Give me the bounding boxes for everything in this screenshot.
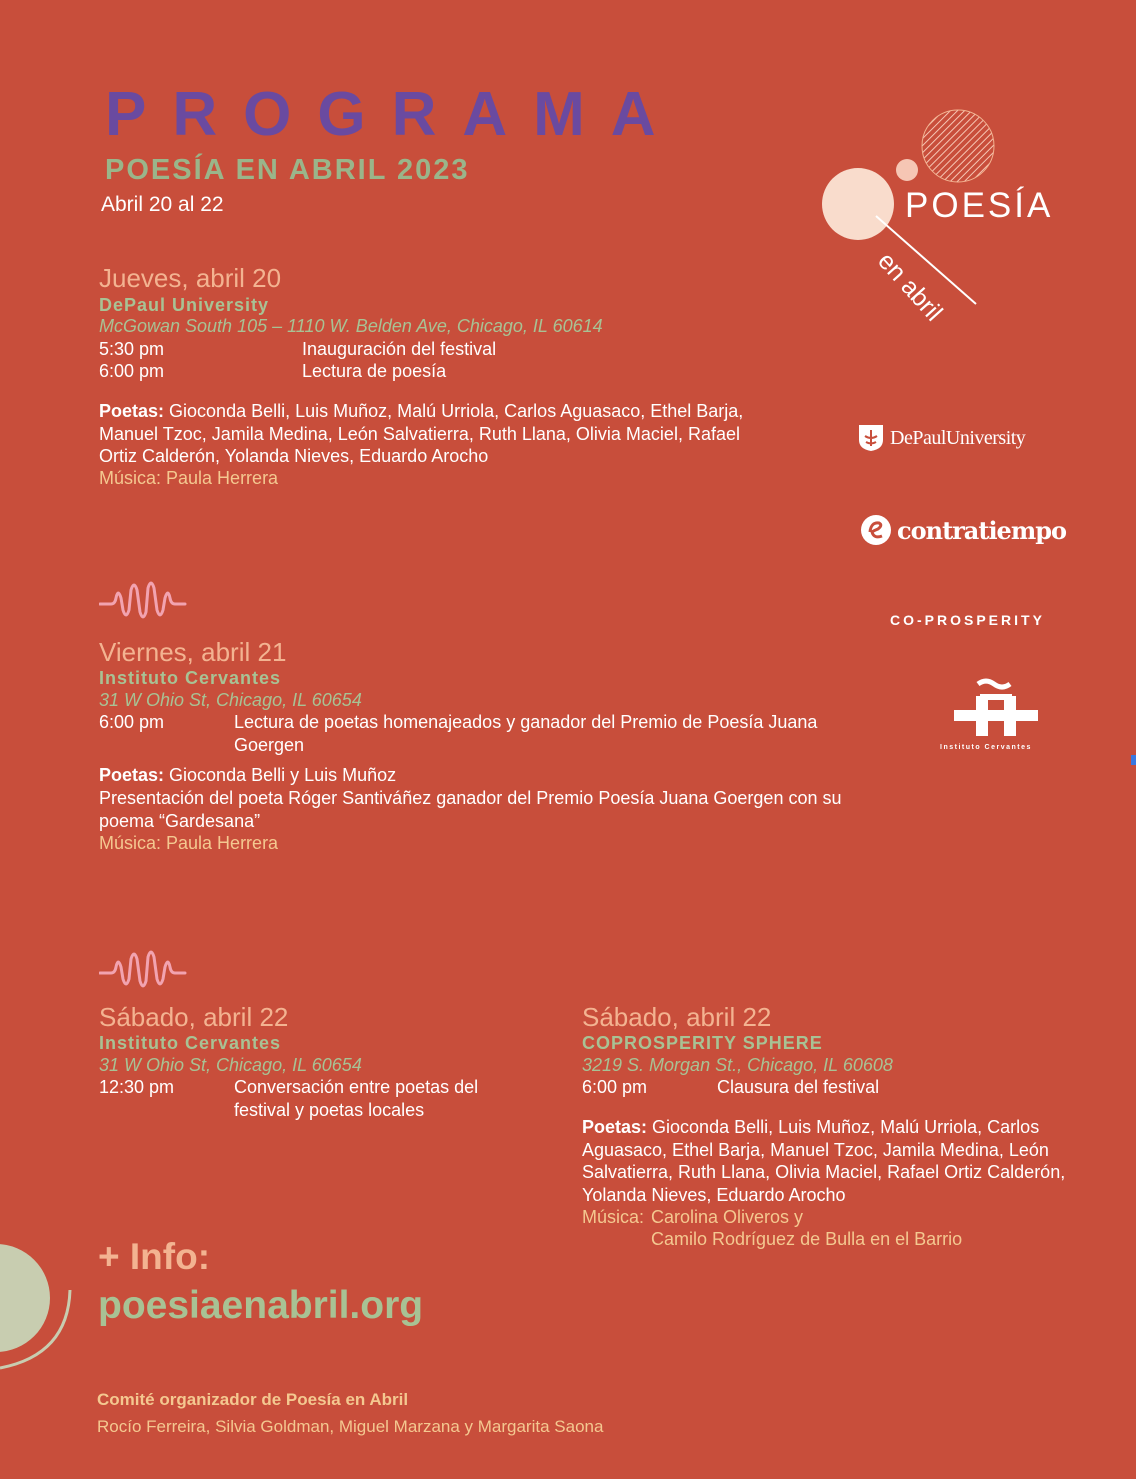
schedule-row — [99, 360, 839, 383]
poets-label: Poetas: — [582, 1117, 648, 1137]
event-address: 31 W Ohio St, Chicago, IL 60654 — [99, 1055, 362, 1075]
page-marker — [1131, 755, 1136, 765]
logo-word: POESÍA — [905, 186, 1054, 225]
large-circle-icon — [822, 168, 894, 240]
event-day: Jueves, abril 20 — [99, 263, 282, 293]
event-music-line: Carolina Oliveros y — [651, 1207, 804, 1227]
page-title: PROGRAMA — [105, 80, 682, 149]
schedule-desc: Lectura de poetas homenajeados y ganador del Premio de Poesía Juana Goergen — [234, 712, 818, 755]
event-venue: Instituto Cervantes — [99, 1033, 282, 1053]
contratiempo-logo — [860, 510, 1075, 550]
event-venue: COPROSPERITY SPHERE — [582, 1033, 823, 1053]
schedule-time: 6:00 pm — [582, 1077, 648, 1097]
schedule-desc: Conversación entre poetas del festival y poetas locales — [234, 1077, 479, 1120]
schedule-time: 12:30 pm — [99, 1077, 175, 1097]
event-music-line: Camilo Rodríguez de Bulla en el Barrio — [651, 1229, 963, 1249]
poets-label: Poetas: — [99, 401, 165, 421]
event-address: McGowan South 105 – 1110 W. Belden Ave, Chicago, IL 60614 — [99, 316, 603, 336]
schedule-desc: Inauguración del festival — [302, 339, 497, 359]
event-address: 31 W Ohio St, Chicago, IL 60654 — [99, 690, 362, 710]
contratiempo-mark-icon — [860, 512, 894, 548]
schedule-row — [99, 711, 844, 757]
schedule-desc: Clausura del festival — [717, 1077, 880, 1097]
schedule-row — [99, 1076, 519, 1122]
wave-divider-icon — [99, 949, 187, 993]
event-day: Sábado, abril 22 — [582, 1002, 772, 1032]
festival-subtitle: POESÍA EN ABRIL 2023 — [105, 154, 470, 186]
schedule-time: 6:00 pm — [99, 712, 165, 732]
hatched-circle-icon — [922, 110, 994, 182]
small-circle-icon — [896, 159, 918, 181]
committee-members: Rocío Ferreira, Silvia Goldman, Miguel Marzana y Margarita Saona — [97, 1417, 604, 1436]
schedule-time: 5:30 pm — [99, 339, 165, 359]
schedule-row — [99, 338, 839, 361]
cervantes-emblem-icon — [950, 676, 1042, 742]
poets-list: Gioconda Belli, Luis Muñoz, Malú Urriola, Carlos Aguasaco, Ethel Barja, Manuel Tzoc, Jamila Medina, León Salvatierra, Ruth Llana, Olivia Maciel, Rafael Ortiz Calderón, Yolanda Nieves, Eduardo Arocho — [99, 401, 744, 466]
event-poets — [582, 1116, 1072, 1206]
info-label: + Info: — [98, 1236, 211, 1277]
schedule-desc: Lectura de poesía — [302, 361, 447, 381]
event-poets — [99, 764, 849, 787]
event-venue: Instituto Cervantes — [99, 668, 282, 688]
schedule-row — [582, 1076, 1082, 1099]
contratiempo-wordmark: contratiempo — [897, 515, 1067, 545]
wave-divider-icon — [99, 580, 187, 624]
depaul-crest-icon — [858, 424, 884, 452]
event-music: Música: Paula Herrera — [99, 833, 279, 853]
committee-title: Comité organizador de Poesía en Abril — [97, 1390, 409, 1409]
event-day: Viernes, abril 21 — [99, 637, 287, 667]
cervantes-wordmark: Instituto Cervantes — [940, 744, 1032, 751]
event-music-label: Música: — [582, 1207, 645, 1227]
event-address: 3219 S. Morgan St., Chicago, IL 60608 — [582, 1055, 893, 1075]
festival-dates: Abril 20 al 22 — [101, 193, 224, 216]
event-note: Presentación del poeta Róger Santiváñez ganador del Premio Poesía Juana Goergen con su poema “Gardesana” — [99, 788, 842, 831]
poets-label: Poetas: — [99, 765, 165, 785]
decorative-circle-icon — [0, 1230, 80, 1375]
event-poets — [99, 400, 764, 468]
depaul-wordmark: DePaulUniversity — [890, 426, 1026, 449]
schedule-time: 6:00 pm — [99, 361, 165, 381]
event-venue: DePaul University — [99, 295, 270, 315]
coprosperity-logo: CO-PROSPERITY — [890, 612, 1045, 628]
event-day: Sábado, abril 22 — [99, 1002, 289, 1032]
poets-list: Gioconda Belli, Luis Muñoz, Malú Urriola, Carlos Aguasaco, Ethel Barja, Manuel Tzoc, Jamila Medina, León Salvatierra, Ruth Llana, Olivia Maciel, Rafael Ortiz Calderón, Yolanda Nieves, Eduardo Arocho — [582, 1117, 1066, 1205]
poets-list: Gioconda Belli y Luis Muñoz — [164, 765, 397, 785]
website-link[interactable]: poesiaenabril.org — [98, 1284, 424, 1327]
depaul-logo — [858, 424, 1070, 452]
logo-script: en abril — [872, 247, 948, 327]
event-music: Música: Paula Herrera — [99, 468, 279, 488]
